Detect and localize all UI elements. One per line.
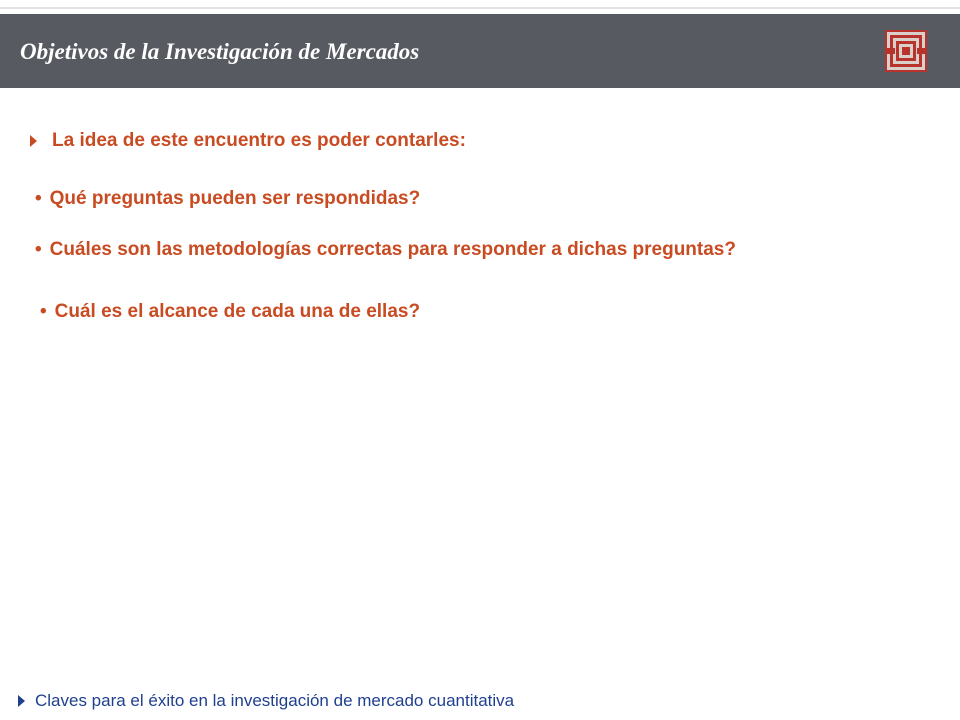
triangle-bullet-icon (30, 135, 37, 147)
list-item (35, 187, 420, 211)
slide-title: Objetivos de la Investigación de Mercados (20, 39, 420, 64)
nested-squares-logo-icon (885, 30, 927, 72)
list-item-text: Cuáles son las metodologías correctas para responder a dichas preguntas? (49, 239, 736, 260)
list-item-text: Cuál es el alcance de cada una de ellas? (54, 301, 421, 322)
bullet-dot: • (40, 301, 47, 322)
footer (18, 690, 514, 712)
triangle-bullet-icon (18, 695, 25, 707)
main-point-text: La idea de este encuentro es poder contarles: (52, 130, 466, 151)
top-divider (0, 7, 960, 9)
footer-text: Claves para el éxito en la investigación de mercado cuantitativa (35, 691, 515, 710)
list-item-text: Qué preguntas pueden ser respondidas? (49, 188, 421, 209)
header-bar (0, 14, 960, 88)
bullet-dot: • (35, 188, 42, 209)
main-point (30, 129, 466, 153)
list-item (35, 238, 736, 262)
bullet-dot: • (35, 239, 42, 260)
list-item (40, 300, 420, 324)
